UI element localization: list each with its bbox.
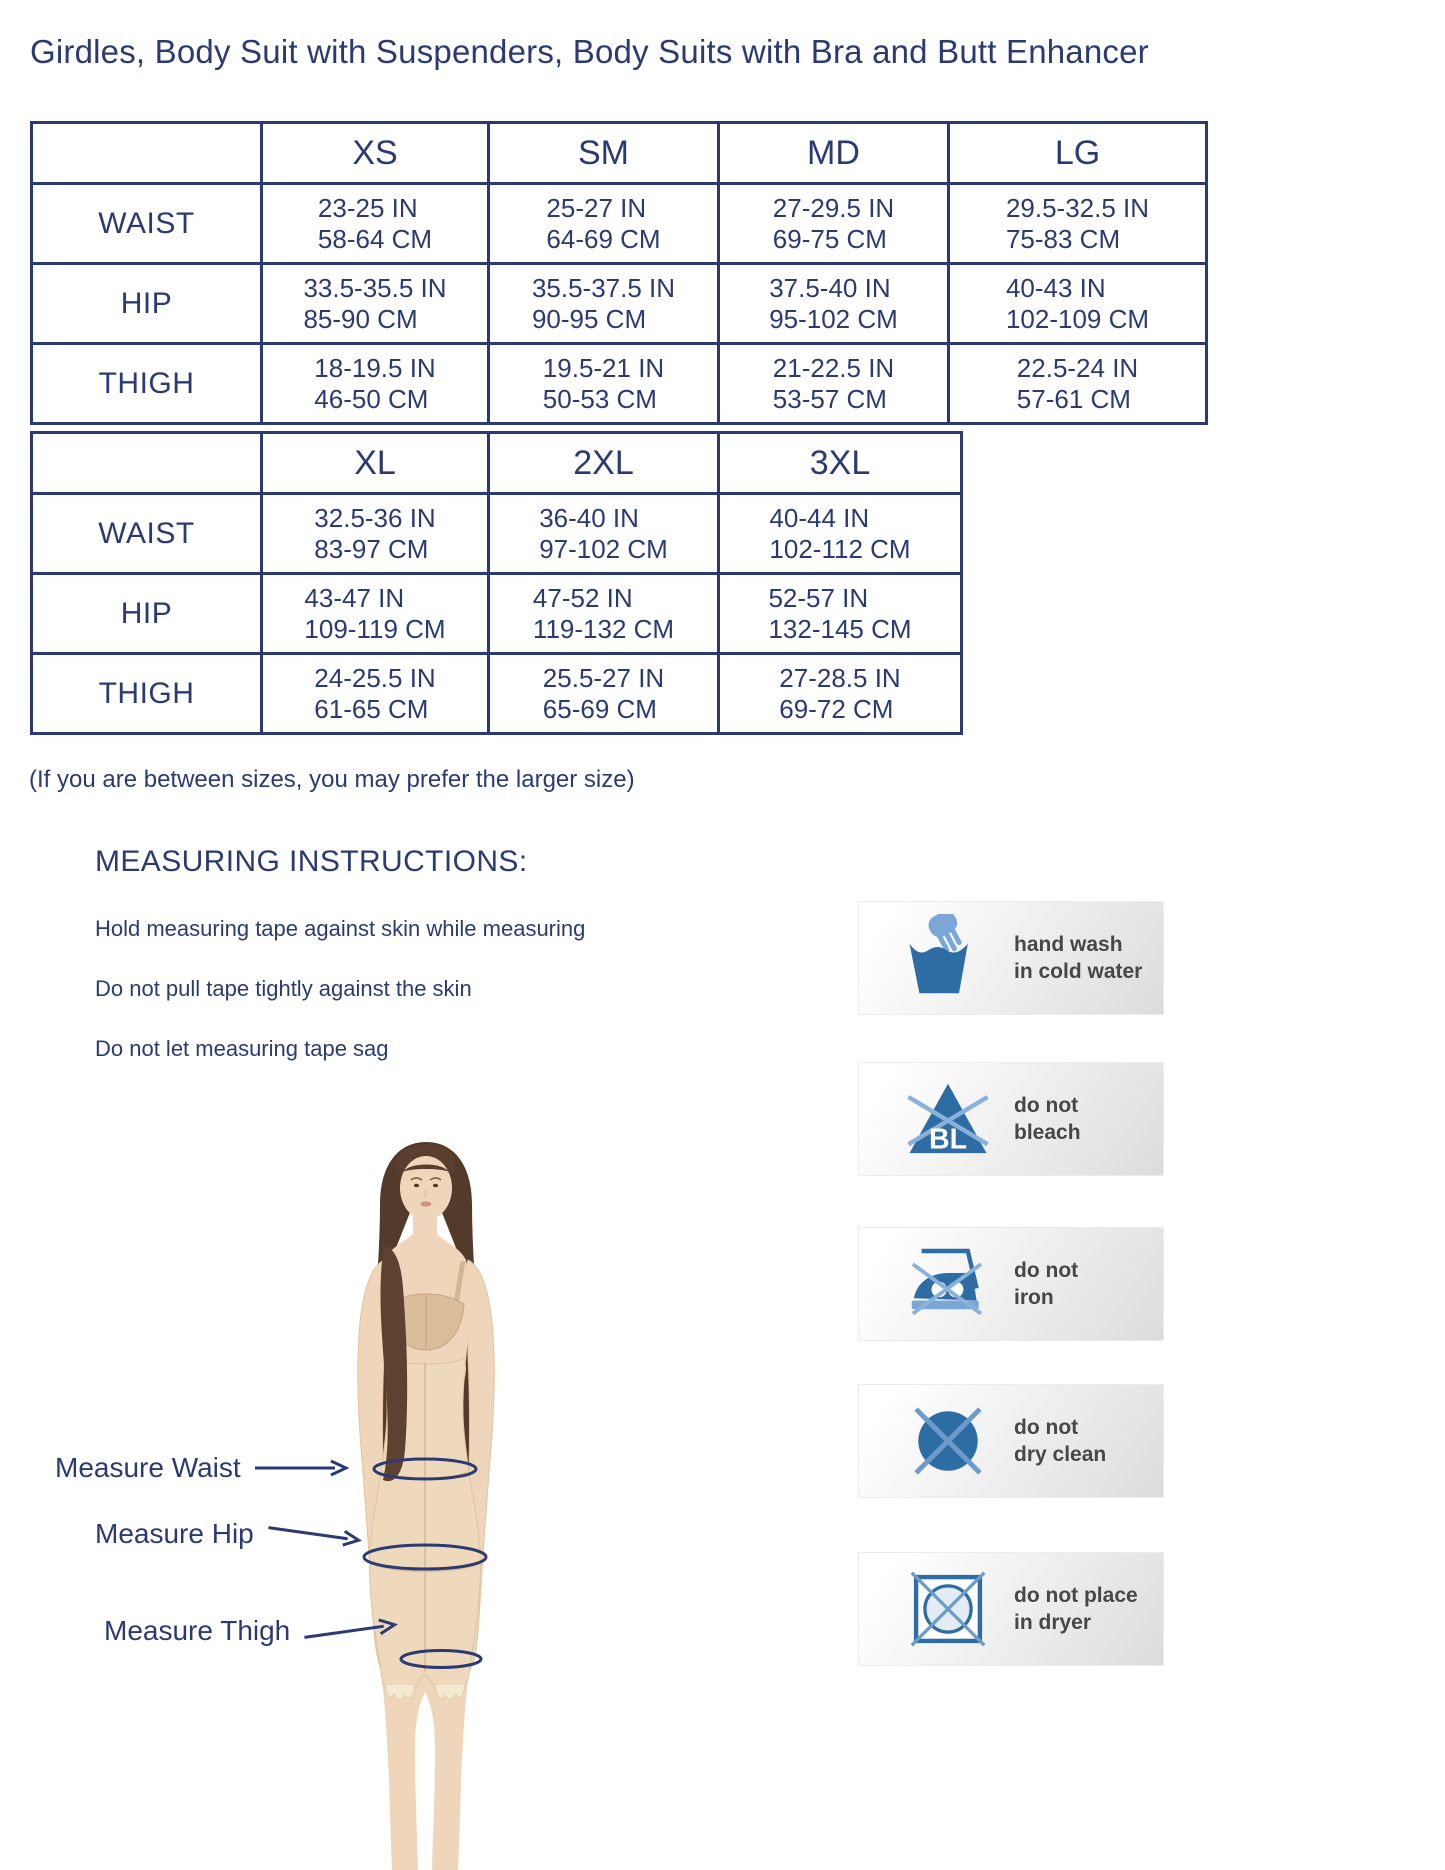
- measure-waist-label-row: [55, 1452, 349, 1484]
- size-header-md: MD: [719, 123, 949, 184]
- waist-row: [32, 494, 962, 574]
- corner-cell: [32, 433, 262, 494]
- measurement-cell: 32.5-36 IN 83-97 CM: [262, 494, 489, 574]
- measurement-cell: 25-27 IN 64-69 CM: [489, 184, 719, 264]
- corner-cell: [32, 123, 262, 184]
- care-block-hand-wash: [858, 901, 1164, 1015]
- measurement-cell: 25.5-27 IN 65-69 CM: [489, 654, 719, 734]
- measuring-instructions-heading: MEASURING INSTRUCTIONS:: [95, 845, 528, 878]
- measurement-cell: 27-29.5 IN 69-75 CM: [719, 184, 949, 264]
- measurement-cell: 24-25.5 IN 61-65 CM: [262, 654, 489, 734]
- hand-wash-icon: [904, 914, 992, 1002]
- measure-waist-label: Measure Waist: [55, 1452, 241, 1483]
- measurement-cell: 40-43 IN 102-109 CM: [949, 264, 1207, 344]
- measurement-cell: 18-19.5 IN 46-50 CM: [262, 344, 489, 424]
- row-label-thigh: THIGH: [32, 654, 262, 734]
- instruction-line: Do not let measuring tape sag: [95, 1036, 389, 1061]
- measurement-cell: 22.5-24 IN 57-61 CM: [949, 344, 1207, 424]
- right-arrow-icon: [301, 1614, 399, 1647]
- care-label: do not bleach: [1014, 1093, 1081, 1144]
- svg-text:BL: BL: [928, 1123, 968, 1156]
- size-header-lg: LG: [949, 123, 1207, 184]
- instruction-line: Hold measuring tape against skin while measuring: [95, 916, 586, 941]
- measurement-cell: 21-22.5 IN 53-57 CM: [719, 344, 949, 424]
- measurement-cell: 19.5-21 IN 50-53 CM: [489, 344, 719, 424]
- care-label: do not place in dryer: [1014, 1583, 1138, 1634]
- model-figure: [298, 1128, 578, 1870]
- care-block-do-not-tumble-dry: [858, 1552, 1164, 1666]
- page-title: Girdles, Body Suit with Suspenders, Body Suits with Bra and Butt Enhancer: [30, 33, 1149, 70]
- measurement-cell: 43-47 IN 109-119 CM: [262, 574, 489, 654]
- care-label: do not dry clean: [1014, 1415, 1107, 1466]
- size-header-3xl: 3XL: [719, 433, 962, 494]
- size-header-2xl: 2XL: [489, 433, 719, 494]
- care-block-do-not-iron: [858, 1227, 1164, 1341]
- between-sizes-note: (If you are between sizes, you may prefer the larger size): [29, 766, 635, 793]
- measurement-cell: 36-40 IN 97-102 CM: [489, 494, 719, 574]
- care-block-do-not-bleach: [858, 1062, 1164, 1176]
- row-label-thigh: THIGH: [32, 344, 262, 424]
- thigh-row: [32, 344, 1207, 424]
- hip-row: [32, 574, 962, 654]
- measurement-cell: 35.5-37.5 IN 90-95 CM: [489, 264, 719, 344]
- row-label-hip: HIP: [32, 264, 262, 344]
- thigh-row: [32, 654, 962, 734]
- size-header-xs: XS: [262, 123, 489, 184]
- size-table-xs-lg: [30, 121, 1208, 425]
- measurement-cell: 37.5-40 IN 95-102 CM: [719, 264, 949, 344]
- measure-thigh-label: Measure Thigh: [104, 1615, 291, 1646]
- do-not-dry-clean-icon: [904, 1397, 992, 1485]
- row-label-waist: WAIST: [32, 494, 262, 574]
- measurement-cell: 23-25 IN 58-64 CM: [262, 184, 489, 264]
- care-block-do-not-dry-clean: [858, 1384, 1164, 1498]
- measurement-cell: 33.5-35.5 IN 85-90 CM: [262, 264, 489, 344]
- row-label-waist: WAIST: [32, 184, 262, 264]
- right-arrow-icon: [253, 1458, 349, 1478]
- size-table-header-row: [32, 433, 962, 494]
- model-photo: [298, 1128, 578, 1870]
- measurement-cell: 52-57 IN 132-145 CM: [719, 574, 962, 654]
- size-header-sm: SM: [489, 123, 719, 184]
- care-label: hand wash in cold water: [1014, 932, 1143, 983]
- measurement-cell: 27-28.5 IN 69-72 CM: [719, 654, 962, 734]
- size-table-header-row: [32, 123, 1207, 184]
- measurement-cell: 47-52 IN 119-132 CM: [489, 574, 719, 654]
- measurement-cell: 29.5-32.5 IN 75-83 CM: [949, 184, 1207, 264]
- do-not-iron-icon: [904, 1240, 992, 1328]
- measure-hip-label: Measure Hip: [95, 1518, 254, 1549]
- right-arrow-icon: [265, 1517, 363, 1550]
- measurement-cell: 40-44 IN 102-112 CM: [719, 494, 962, 574]
- do-not-tumble-dry-icon: [904, 1565, 992, 1653]
- size-header-xl: XL: [262, 433, 489, 494]
- care-label: do not iron: [1014, 1258, 1079, 1309]
- measure-thigh-label-row: [104, 1615, 398, 1647]
- size-table-xl-3xl: [30, 431, 963, 735]
- do-not-bleach-icon: [904, 1075, 992, 1163]
- waist-row: [32, 184, 1207, 264]
- instruction-line: Do not pull tape tightly against the skin: [95, 976, 472, 1001]
- hip-row: [32, 264, 1207, 344]
- measure-hip-label-row: [95, 1518, 362, 1550]
- row-label-hip: HIP: [32, 574, 262, 654]
